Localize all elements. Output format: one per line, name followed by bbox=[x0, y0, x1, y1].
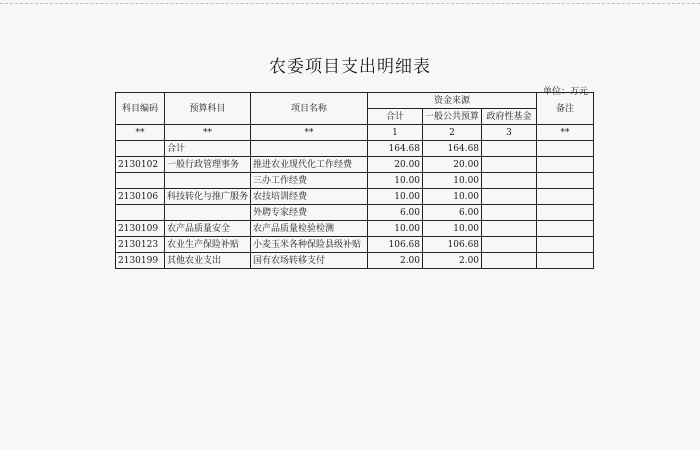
table-row bbox=[116, 221, 594, 237]
cell-note bbox=[537, 157, 594, 173]
header-funds: 资金来源 bbox=[368, 93, 537, 109]
cell-public: 10.00 bbox=[423, 173, 482, 189]
table-row bbox=[116, 237, 594, 253]
index-cell: 2 bbox=[423, 125, 482, 141]
cell-budget: 科技转化与推广服务 bbox=[165, 189, 251, 205]
table-row bbox=[116, 189, 594, 205]
cell-public: 10.00 bbox=[423, 189, 482, 205]
cell-code bbox=[116, 205, 165, 221]
cell-public: 106.68 bbox=[423, 237, 482, 253]
cell-fund bbox=[482, 189, 537, 205]
cell-total: 10.00 bbox=[368, 221, 423, 237]
cell-code bbox=[116, 173, 165, 189]
cell-total: 10.00 bbox=[368, 189, 423, 205]
cell-fund bbox=[482, 221, 537, 237]
cell-total: 106.68 bbox=[368, 237, 423, 253]
total-public: 164.68 bbox=[423, 141, 482, 157]
cell-budget bbox=[165, 173, 251, 189]
cell-fund bbox=[482, 205, 537, 221]
index-cell: 1 bbox=[368, 125, 423, 141]
cell-public: 6.00 bbox=[423, 205, 482, 221]
cell-project: 小麦玉米各种保险县级补贴 bbox=[251, 237, 368, 253]
cell-budget: 农业生产保险补贴 bbox=[165, 237, 251, 253]
header-project: 项目名称 bbox=[251, 93, 368, 125]
index-cell: ** bbox=[165, 125, 251, 141]
cell-project: 推进农业现代化工作经费 bbox=[251, 157, 368, 173]
cell-public: 10.00 bbox=[423, 221, 482, 237]
table-row bbox=[116, 205, 594, 221]
cell-fund bbox=[482, 237, 537, 253]
header-note: 备注 bbox=[537, 93, 594, 125]
header-row-1 bbox=[116, 93, 594, 109]
total-label: 合计 bbox=[165, 141, 251, 157]
cell-budget: 农产品质量安全 bbox=[165, 221, 251, 237]
cell-project: 农产品质量检验检测 bbox=[251, 221, 368, 237]
index-cell: ** bbox=[537, 125, 594, 141]
cell-project: 三办工作经费 bbox=[251, 173, 368, 189]
cell-total: 2.00 bbox=[368, 253, 423, 269]
index-row bbox=[116, 125, 594, 141]
header-budget: 预算科目 bbox=[165, 93, 251, 125]
cell-budget bbox=[165, 205, 251, 221]
cell-note bbox=[537, 253, 594, 269]
cell-fund bbox=[482, 253, 537, 269]
cell-project: 农技培训经费 bbox=[251, 189, 368, 205]
table-row bbox=[116, 173, 594, 189]
cell-code: 2130106 bbox=[116, 189, 165, 205]
table-row bbox=[116, 157, 594, 173]
header-total: 合计 bbox=[368, 109, 423, 125]
header-fund: 政府性基金 bbox=[482, 109, 537, 125]
header-public: 一般公共预算 bbox=[423, 109, 482, 125]
cell-total: 10.00 bbox=[368, 173, 423, 189]
cell-budget: 其他农业支出 bbox=[165, 253, 251, 269]
cell-note bbox=[537, 221, 594, 237]
document-title: 农委项目支出明细表 bbox=[269, 57, 431, 77]
cell-project: 外聘专家经费 bbox=[251, 205, 368, 221]
table-row bbox=[116, 253, 594, 269]
cell-note bbox=[537, 237, 594, 253]
cell-code: 2130102 bbox=[116, 157, 165, 173]
index-cell: ** bbox=[116, 125, 165, 141]
cell-code: 2130123 bbox=[116, 237, 165, 253]
index-cell: ** bbox=[251, 125, 368, 141]
expenditure-table bbox=[115, 92, 594, 269]
cell-note bbox=[537, 189, 594, 205]
total-sum: 164.68 bbox=[368, 141, 423, 157]
cell-fund bbox=[482, 173, 537, 189]
cell-note bbox=[537, 173, 594, 189]
header-code: 科目编码 bbox=[116, 93, 165, 125]
cell-code: 2130109 bbox=[116, 221, 165, 237]
cell-public: 2.00 bbox=[423, 253, 482, 269]
cell-total: 20.00 bbox=[368, 157, 423, 173]
cell-total: 6.00 bbox=[368, 205, 423, 221]
index-cell: 3 bbox=[482, 125, 537, 141]
cell-note bbox=[537, 205, 594, 221]
cell-code: 2130199 bbox=[116, 253, 165, 269]
cell-fund bbox=[482, 157, 537, 173]
unit-label: 单位：万元 bbox=[542, 87, 588, 97]
cell-public: 20.00 bbox=[423, 157, 482, 173]
scan-edge-line bbox=[0, 3, 700, 4]
cell-project: 国有农场转移支付 bbox=[251, 253, 368, 269]
total-row bbox=[116, 141, 594, 157]
cell-budget: 一般行政管理事务 bbox=[165, 157, 251, 173]
